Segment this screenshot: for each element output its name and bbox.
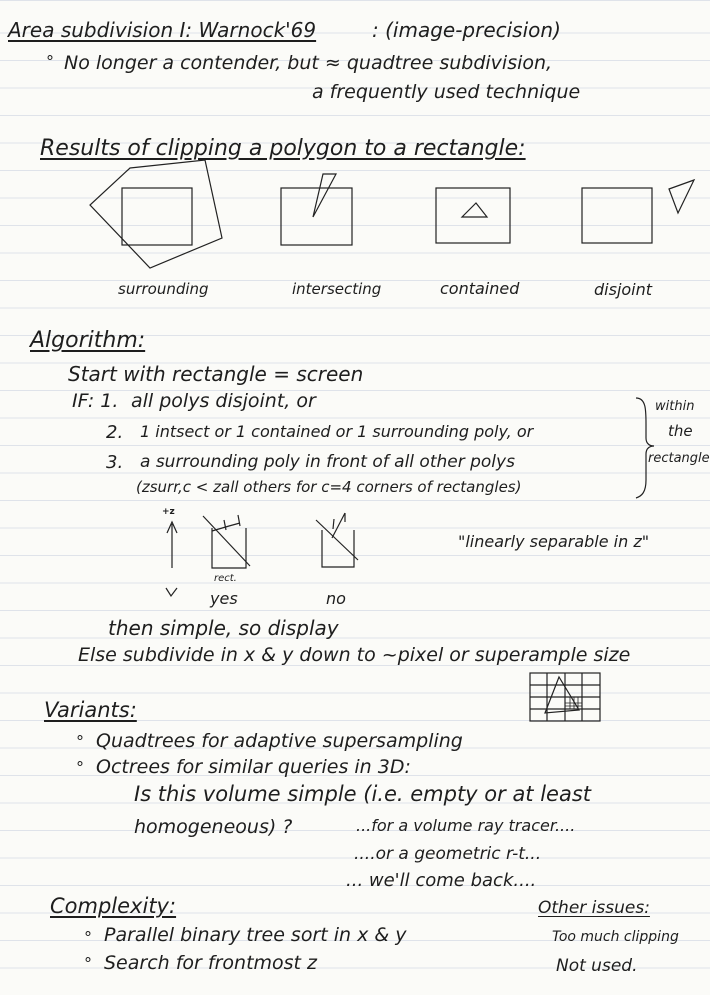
condition-2: 1 intsect or 1 contained or 1 surrounding poly, or <box>140 422 534 441</box>
complexity-item-2: Search for frontmost z <box>104 952 318 974</box>
label-surrounding: surrounding <box>118 280 209 298</box>
variant-quadtrees: Quadtrees for adaptive supersampling <box>96 730 463 752</box>
octree-question-2: homogeneous) ? <box>134 816 293 838</box>
bullet-dot: ° <box>46 52 54 71</box>
intro-line-2: a frequently used technique <box>312 81 581 103</box>
clipping-heading: Results of clipping a polygon to a rectangle: <box>40 136 526 161</box>
condition-3: a surrounding poly in front of all other polys <box>140 452 515 472</box>
bullet-dot: ° <box>76 758 84 777</box>
octree-question-1: Is this volume simple (i.e. empty or at least <box>134 782 592 806</box>
complexity-heading: Complexity: <box>50 894 177 918</box>
complexity-item-1: Parallel binary tree sort in x & y <box>104 924 407 946</box>
other-issue-1: Too much clipping <box>552 929 679 945</box>
octree-note-2: ....or a geometric r-t... <box>354 844 542 864</box>
brace-note-the: the <box>668 422 693 440</box>
label-intersecting: intersecting <box>292 280 382 298</box>
label-contained: contained <box>440 279 520 298</box>
condition-prefix: IF: 1. <box>72 390 119 412</box>
else-line: Else subdivide in x & y down to ~pixel or superample size <box>78 644 631 666</box>
other-issue-2: Not used. <box>556 956 638 976</box>
rect-label: rect. <box>214 573 237 584</box>
algorithm-heading: Algorithm: <box>30 328 146 353</box>
octree-note-1: ...for a volume ray tracer.... <box>356 816 576 835</box>
bullet-dot: ° <box>84 928 92 947</box>
bullet-dot: ° <box>84 954 92 973</box>
precision-note: : (image-precision) <box>372 18 561 42</box>
octree-note-3: ... we'll come back.... <box>346 870 537 891</box>
condition-3-detail: (zsurr,c < zall others for c=4 corners of rectangles) <box>136 478 522 496</box>
brace-note-within: within <box>655 399 695 414</box>
z-axis-label: +z <box>162 507 175 517</box>
condition-1: all polys disjoint, or <box>131 390 316 412</box>
separable-note: "linearly separable in z" <box>458 532 650 551</box>
algorithm-start: Start with rectangle = screen <box>68 362 364 386</box>
other-issues-heading: Other issues: <box>538 898 650 918</box>
variants-heading: Variants: <box>44 698 137 722</box>
section-title: Area subdivision I: Warnock'69 <box>8 18 317 42</box>
label-disjoint: disjoint <box>594 280 653 299</box>
then-line: then simple, so display <box>108 616 339 640</box>
intro-line-1: No longer a contender, but ≈ quadtree subdivision, <box>64 52 553 74</box>
bullet-dot: ° <box>76 732 84 751</box>
condition-3-number: 3. <box>106 452 124 473</box>
variant-octrees: Octrees for similar queries in 3D: <box>96 756 411 778</box>
no-label: no <box>326 589 346 608</box>
yes-label: yes <box>210 589 238 608</box>
condition-2-number: 2. <box>106 422 124 443</box>
brace-note-rectangle: rectangle <box>648 451 710 466</box>
